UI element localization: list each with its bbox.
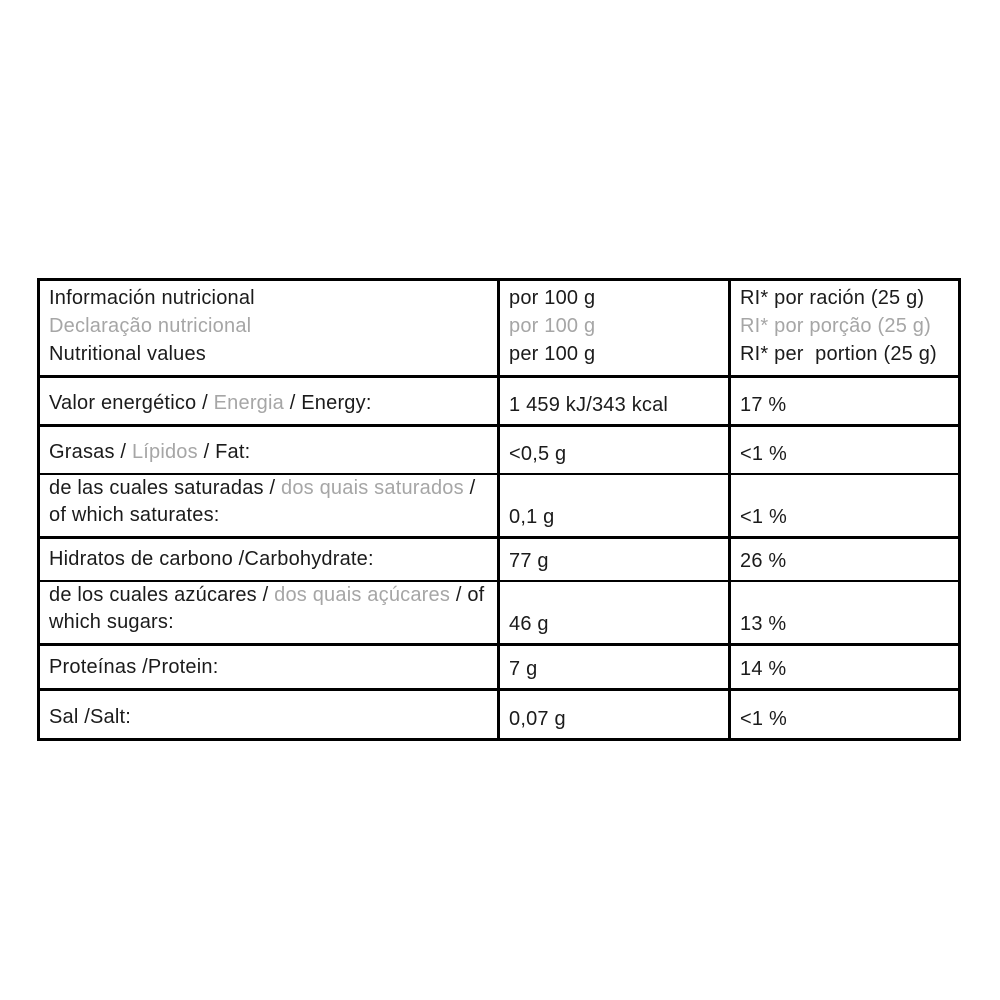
per100g-value-saturates: 0,1 g <box>499 474 730 538</box>
ri-value-salt: <1 % <box>730 690 960 740</box>
ri-value-energy: 17 % <box>730 377 960 426</box>
nutrient-row-salt <box>39 690 960 740</box>
nutrient-row-carbohydrate <box>39 537 960 581</box>
header-title-cell <box>39 280 499 377</box>
label-line <box>49 502 489 529</box>
label-line <box>49 390 489 417</box>
ri-value-saturates: <1 % <box>730 474 960 538</box>
header-per100-en: per 100 g <box>509 343 596 365</box>
nutrition-table <box>37 278 961 741</box>
ri-value-fat: <1 % <box>730 426 960 474</box>
header-title-pt: Declaração nutricional <box>49 315 252 337</box>
label-line <box>49 704 489 731</box>
per100g-value-energy: 1 459 kJ/343 kcal <box>499 377 730 426</box>
label-segment: / <box>463 476 476 499</box>
per100g-value-fat: <0,5 g <box>499 426 730 474</box>
label-line <box>49 439 489 466</box>
header-ri-es: RI* por ración (25 g) <box>740 287 925 309</box>
label-segment: / of <box>450 584 485 606</box>
nutrient-label-salt <box>39 690 499 740</box>
nutrient-label-sugars <box>39 581 499 645</box>
label-segment: Sal /Salt: <box>49 706 132 728</box>
nutrient-label-fat <box>39 426 499 474</box>
ri-value-sugars: 13 % <box>730 581 960 645</box>
nutrient-label-energy <box>39 377 499 426</box>
per100g-value-sugars: 46 g <box>499 581 730 645</box>
header-per100-es: por 100 g <box>509 287 596 309</box>
label-segment: Hidratos de carbono /Carbohydrate: <box>49 548 374 570</box>
label-segment-muted: dos quais açúcares <box>274 584 451 606</box>
label-line <box>49 475 489 502</box>
ri-value-carbohydrate: 26 % <box>730 537 960 581</box>
label-line <box>49 546 489 573</box>
label-line <box>49 654 489 681</box>
header-ri-cell <box>730 280 960 377</box>
header-ri-pt: RI* por porção (25 g) <box>740 315 931 337</box>
label-segment: / Fat: <box>197 440 251 463</box>
nutrient-label-protein <box>39 645 499 690</box>
header-ri-en: RI* per portion (25 g) <box>740 343 937 365</box>
header-title-es: Información nutricional <box>49 287 255 309</box>
label-line <box>49 609 489 636</box>
label-segment: de las cuales saturadas / <box>49 476 281 499</box>
nutrient-row-energy <box>39 377 960 426</box>
nutrition-rows <box>39 377 960 740</box>
label-segment: / Energy: <box>283 392 372 414</box>
label-segment-muted: dos quais saturados <box>281 476 464 499</box>
header-per100-pt: por 100 g <box>509 315 596 337</box>
nutrient-row-fat <box>39 426 960 474</box>
label-segment: Proteínas /Protein: <box>49 656 219 678</box>
label-segment: Grasas / <box>49 440 132 463</box>
header-row <box>39 280 960 377</box>
nutrient-label-carbohydrate <box>39 537 499 581</box>
label-segment: Valor energético / <box>49 392 214 414</box>
label-segment-muted: Lípidos <box>131 440 198 463</box>
per100g-value-carbohydrate: 77 g <box>499 537 730 581</box>
per100g-value-salt: 0,07 g <box>499 690 730 740</box>
label-line <box>49 582 489 609</box>
nutrient-row-saturates <box>39 474 960 538</box>
header-title-en: Nutritional values <box>49 343 207 365</box>
label-segment: de los cuales azúcares / <box>49 584 275 606</box>
label-segment: which sugars: <box>49 611 174 633</box>
nutrient-row-protein <box>39 645 960 690</box>
label-segment: of which saturates: <box>49 503 220 526</box>
nutrient-label-saturates <box>39 474 499 538</box>
nutrient-row-sugars <box>39 581 960 645</box>
label-segment-muted: Energia <box>213 392 284 414</box>
per100g-value-protein: 7 g <box>499 645 730 690</box>
header-per100-cell <box>499 280 730 377</box>
ri-value-protein: 14 % <box>730 645 960 690</box>
